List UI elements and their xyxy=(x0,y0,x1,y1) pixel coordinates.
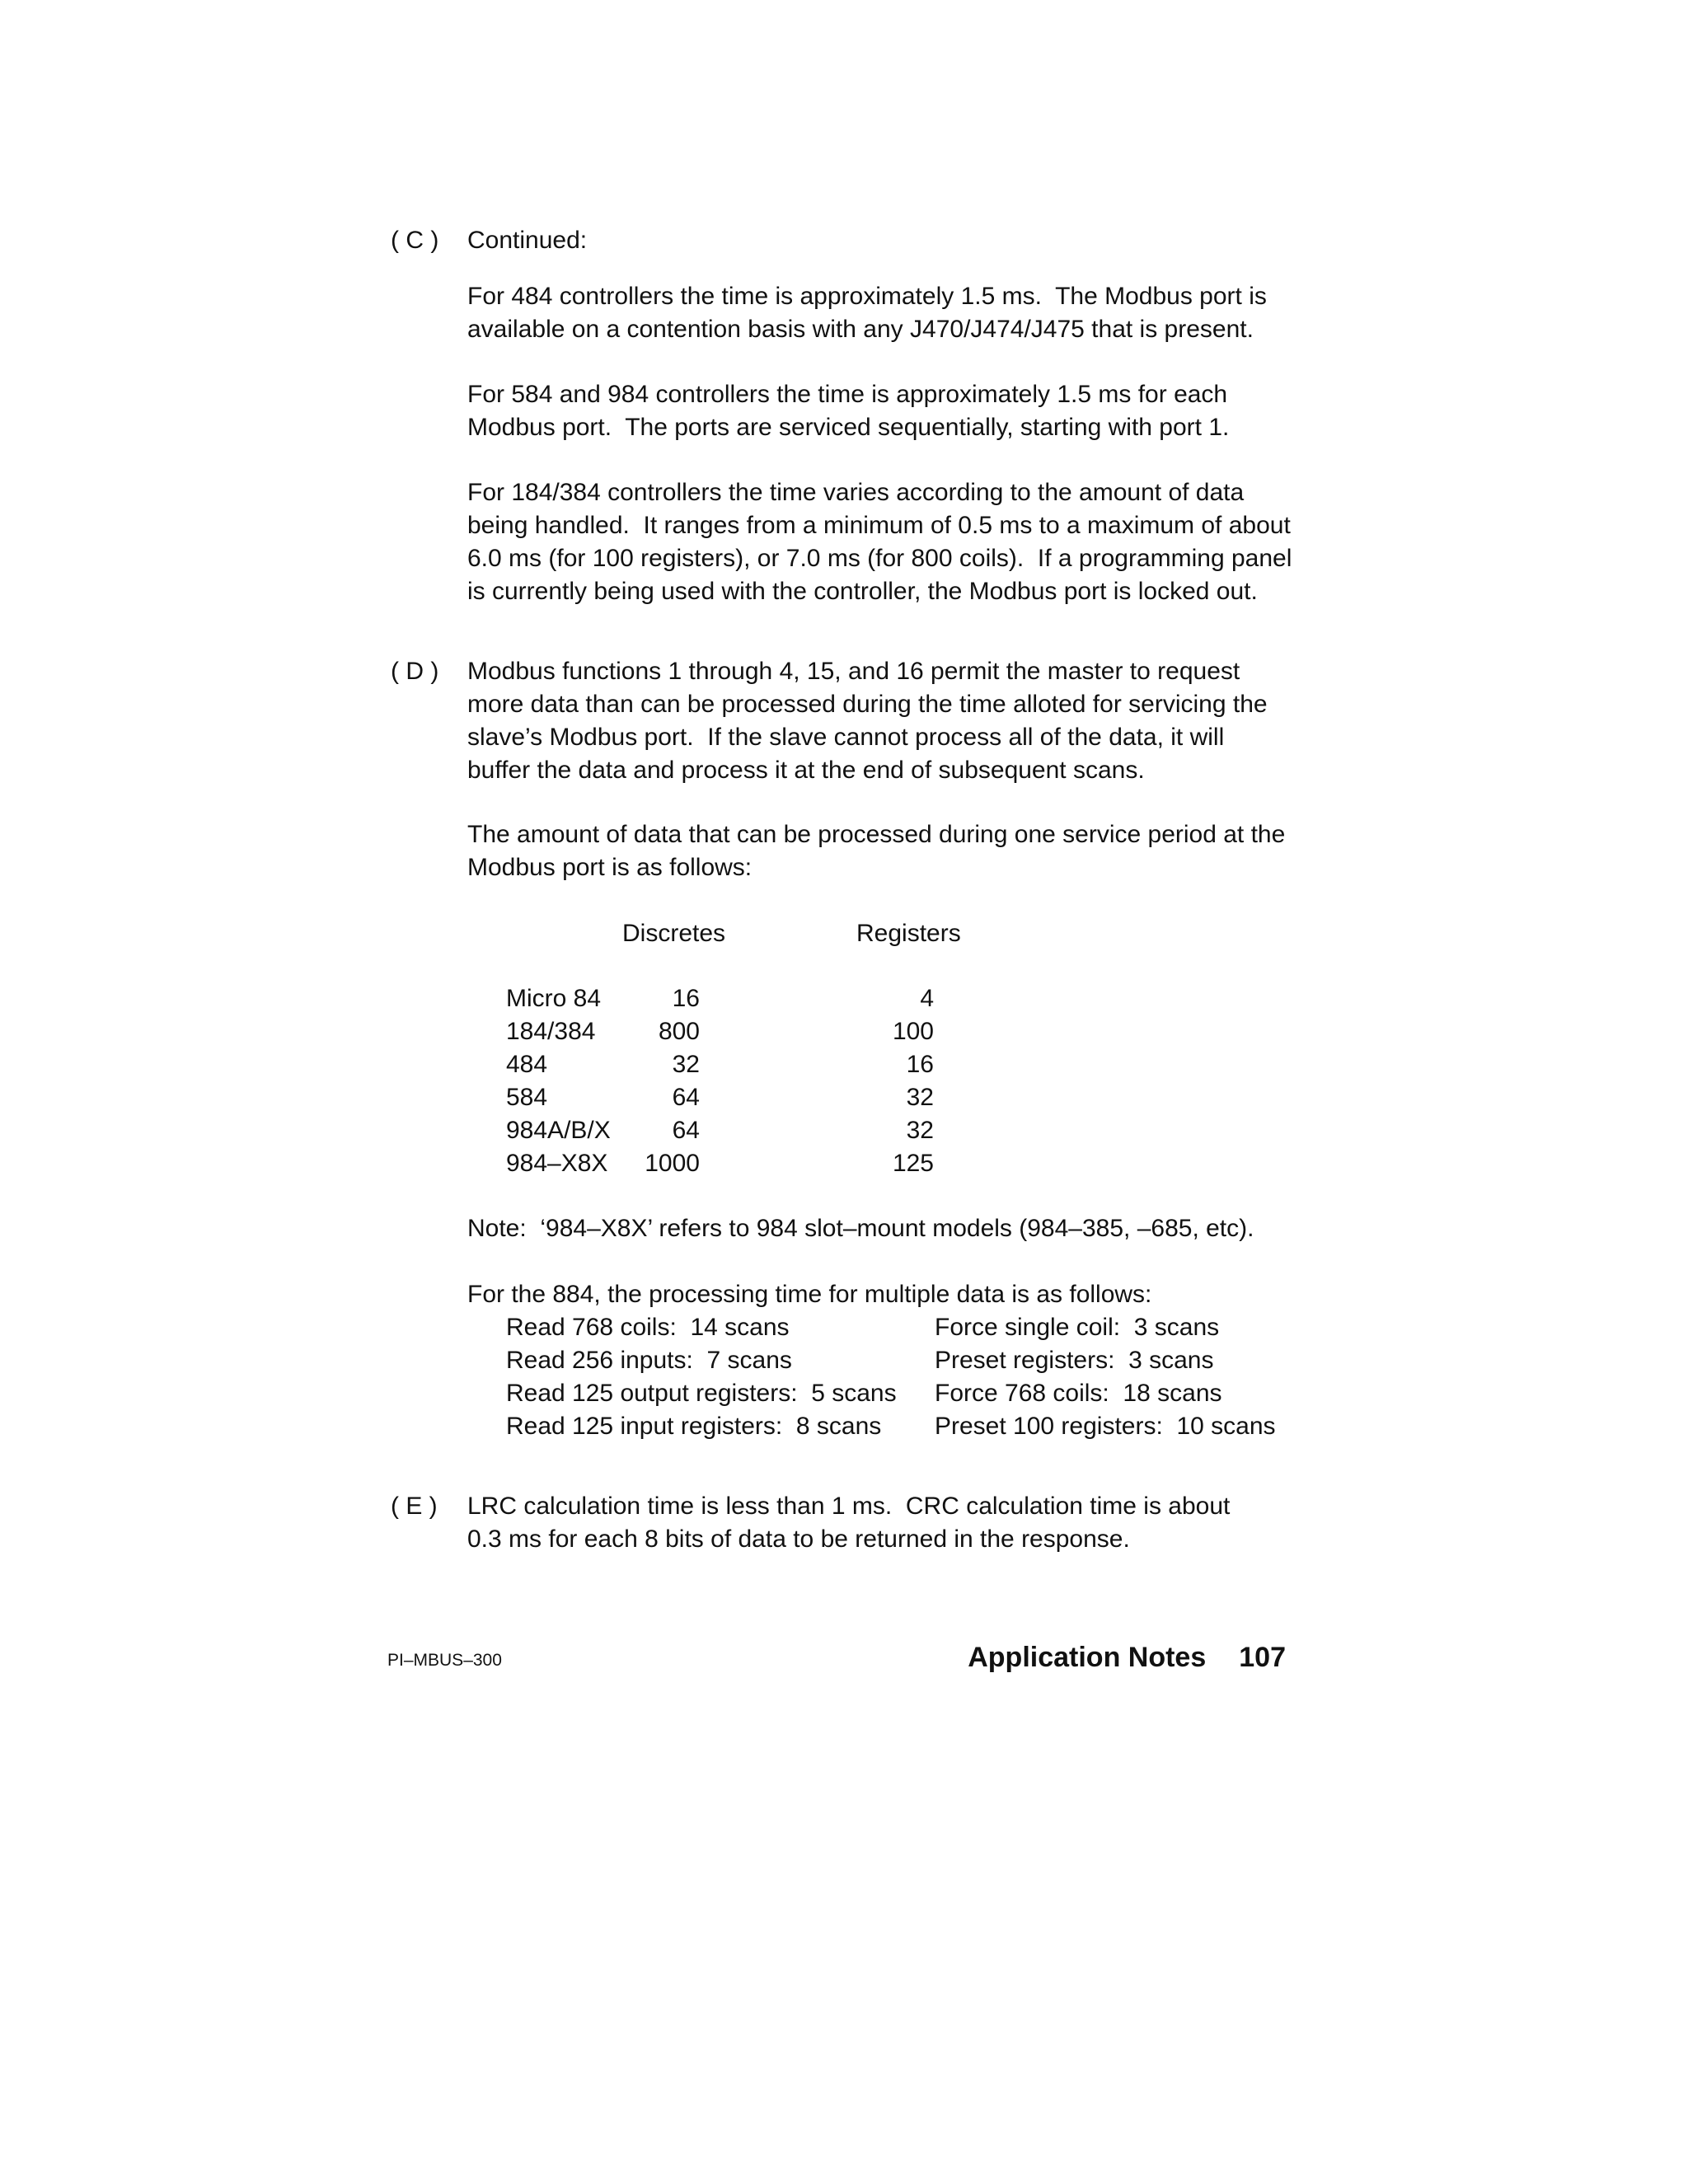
page-footer-title xyxy=(968,1640,1286,1675)
text-line: more data than can be processed during the time alloted for servicing the xyxy=(467,691,1268,718)
section-e-marker: ( E ) xyxy=(391,1493,438,1520)
discretes-cell: 64 xyxy=(672,1084,700,1111)
section-c-paragraph-2 xyxy=(467,378,1308,444)
registers-cell: 32 xyxy=(906,1084,934,1111)
text-line: buffer the data and process it at the end of subsequent scans. xyxy=(467,757,1145,784)
registers-cell: 125 xyxy=(892,1150,934,1177)
list-item: Preset registers: 3 scans xyxy=(935,1347,1214,1374)
model-note: Note: ‘984–X8X’ refers to 984 slot–mount models (984–385, –685, etc). xyxy=(467,1215,1254,1242)
list-item: Read 125 input registers: 8 scans xyxy=(506,1413,882,1440)
discretes-cell: 1000 xyxy=(645,1150,700,1177)
text-line: The amount of data that can be processed during one service period at the xyxy=(467,821,1286,848)
model-cell: 984–X8X xyxy=(506,1150,608,1177)
text-line: is currently being used with the controller, the Modbus port is locked out. xyxy=(467,578,1258,605)
text-line: 6.0 ms (for 100 registers), or 7.0 ms (for 800 coils). If a programming panel xyxy=(467,545,1292,572)
column-header-discretes: Discretes xyxy=(622,920,726,947)
column-header-registers: Registers xyxy=(856,920,961,947)
section-title: Application Notes xyxy=(968,1642,1207,1673)
text-line: Modbus port is as follows: xyxy=(467,854,753,881)
text-line: Modbus port. The ports are serviced sequentially, starting with port 1. xyxy=(467,414,1230,441)
text-line: available on a contention basis with any J470/J474/J475 that is present. xyxy=(467,316,1254,343)
section-d-paragraph-2 xyxy=(467,818,1308,884)
discretes-cell: 64 xyxy=(672,1117,700,1144)
registers-cell: 100 xyxy=(892,1018,934,1045)
text-line: Modbus functions 1 through 4, 15, and 16 permit the master to request xyxy=(467,658,1240,685)
text-line: For 184/384 controllers the time varies according to the amount of data xyxy=(467,479,1245,506)
registers-cell: 32 xyxy=(906,1117,934,1144)
discretes-cell: 32 xyxy=(672,1051,700,1078)
text-line: LRC calculation time is less than 1 ms. CRC calculation time is about xyxy=(467,1493,1231,1520)
discretes-cell: 16 xyxy=(672,985,700,1012)
registers-cell: 16 xyxy=(906,1051,934,1078)
section-e-paragraph-1 xyxy=(467,1490,1308,1556)
model-cell: 184/384 xyxy=(506,1018,596,1045)
section-c-marker: ( C ) xyxy=(391,227,439,254)
list-item: Preset 100 registers: 10 scans xyxy=(935,1413,1276,1440)
processing-intro: For the 884, the processing time for multiple data is as follows: xyxy=(467,1281,1152,1308)
discretes-cell: 800 xyxy=(658,1018,700,1045)
list-item: Force 768 coils: 18 scans xyxy=(935,1380,1222,1407)
text-line: For 584 and 984 controllers the time is approximately 1.5 ms for each xyxy=(467,381,1228,408)
document-id: PI–MBUS–300 xyxy=(387,1651,502,1670)
model-cell: Micro 84 xyxy=(506,985,602,1012)
section-d-marker: ( D ) xyxy=(391,658,439,685)
section-d-paragraph-1 xyxy=(467,655,1308,787)
list-item: Force single coil: 3 scans xyxy=(935,1314,1220,1341)
section-c-heading: Continued: xyxy=(467,227,588,254)
registers-cell: 4 xyxy=(920,985,934,1012)
text-line: slave’s Modbus port. If the slave cannot process all of the data, it will xyxy=(467,724,1225,751)
list-item: Read 125 output registers: 5 scans xyxy=(506,1380,897,1407)
page-number: 107 xyxy=(1239,1642,1286,1673)
model-cell: 584 xyxy=(506,1084,548,1111)
text-line: being handled. It ranges from a minimum of 0.5 ms to a maximum of about xyxy=(467,512,1291,539)
list-item: Read 256 inputs: 7 scans xyxy=(506,1347,792,1374)
text-line: For 484 controllers the time is approximately 1.5 ms. The Modbus port is xyxy=(467,283,1267,310)
text-line: 0.3 ms for each 8 bits of data to be returned in the response. xyxy=(467,1526,1130,1553)
section-c-paragraph-1 xyxy=(467,280,1308,346)
model-cell: 484 xyxy=(506,1051,548,1078)
section-c-paragraph-3 xyxy=(467,476,1308,608)
list-item: Read 768 coils: 14 scans xyxy=(506,1314,790,1341)
model-cell: 984A/B/X xyxy=(506,1117,611,1144)
